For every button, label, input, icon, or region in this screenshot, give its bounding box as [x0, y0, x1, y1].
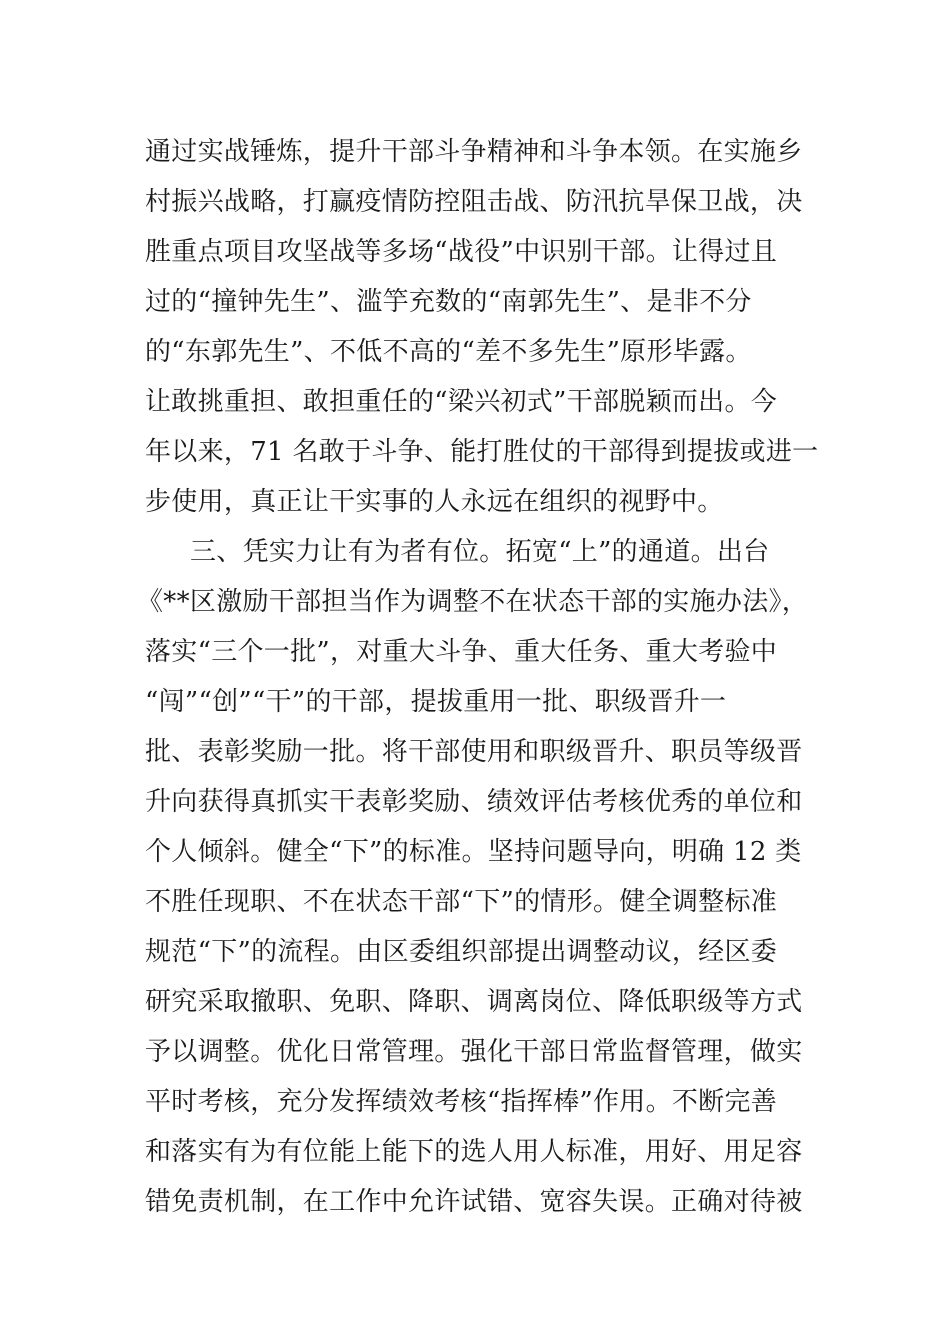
text-line: 过的“撞钟先生”、滥竽充数的“南郭先生”、是非不分 — [145, 287, 752, 317]
text-line: 规范“下”的流程。由区委组织部提出调整动议，经区委 — [145, 937, 778, 967]
text-line: 步使用，真正让干实事的人永远在组织的视野中。 — [145, 487, 724, 517]
text-line: 不胜任现职、不在状态干部“下”的情形。健全调整标准 — [145, 887, 778, 917]
text-line: 村振兴战略，打赢疫情防控阻击战、防汛抗旱保卫战，决 — [145, 187, 803, 217]
text-line: 年以来，71 名敢于斗争、能打胜仗的干部得到提拔或进一 — [145, 437, 819, 467]
text-line: 平时考核，充分发挥绩效考核“指挥棒”作用。不断完善 — [145, 1087, 778, 1117]
text-line: 让敢挑重担、敢担重任的“梁兴初式”干部脱颖而出。今 — [145, 387, 778, 417]
text-line: 的“东郭先生”、不低不高的“差不多先生”原形毕露。 — [145, 337, 752, 367]
text-line: 个人倾斜。健全“下”的标准。坚持问题导向，明确 12 类 — [145, 837, 802, 867]
text-line: 错免责机制，在工作中允许试错、宽容失误。正确对待被 — [145, 1187, 803, 1217]
text-line: 升向获得真抓实干表彰奖励、绩效评估考核优秀的单位和 — [145, 787, 803, 817]
text-line: 通过实战锤炼，提升干部斗争精神和斗争本领。在实施乡 — [145, 137, 803, 167]
text-line: 落实“三个一批”，对重大斗争、重大任务、重大考验中 — [145, 637, 778, 667]
text-line: 批、表彰奖励一批。将干部使用和职级晋升、职员等级晋 — [145, 737, 803, 767]
text-line: 胜重点项目攻坚战等多场“战役”中识别干部。让得过且 — [145, 237, 778, 267]
text-line: “闯”“创”“干”的干部，提拔重用一批、职级晋升一 — [145, 687, 727, 717]
text-line: 《**区激励干部担当作为调整不在状态干部的实施办法》， — [137, 587, 809, 617]
text-line: 和落实有为有位能上能下的选人用人标准，用好、用足容 — [145, 1137, 803, 1167]
text-line: 予以调整。优化日常管理。强化干部日常监督管理，做实 — [145, 1037, 803, 1067]
text-line-indented: 三、凭实力让有为者有位。拓宽“上”的通道。出台 — [190, 537, 770, 567]
text-line: 研究采取撤职、免职、降职、调离岗位、降低职级等方式 — [145, 987, 803, 1017]
